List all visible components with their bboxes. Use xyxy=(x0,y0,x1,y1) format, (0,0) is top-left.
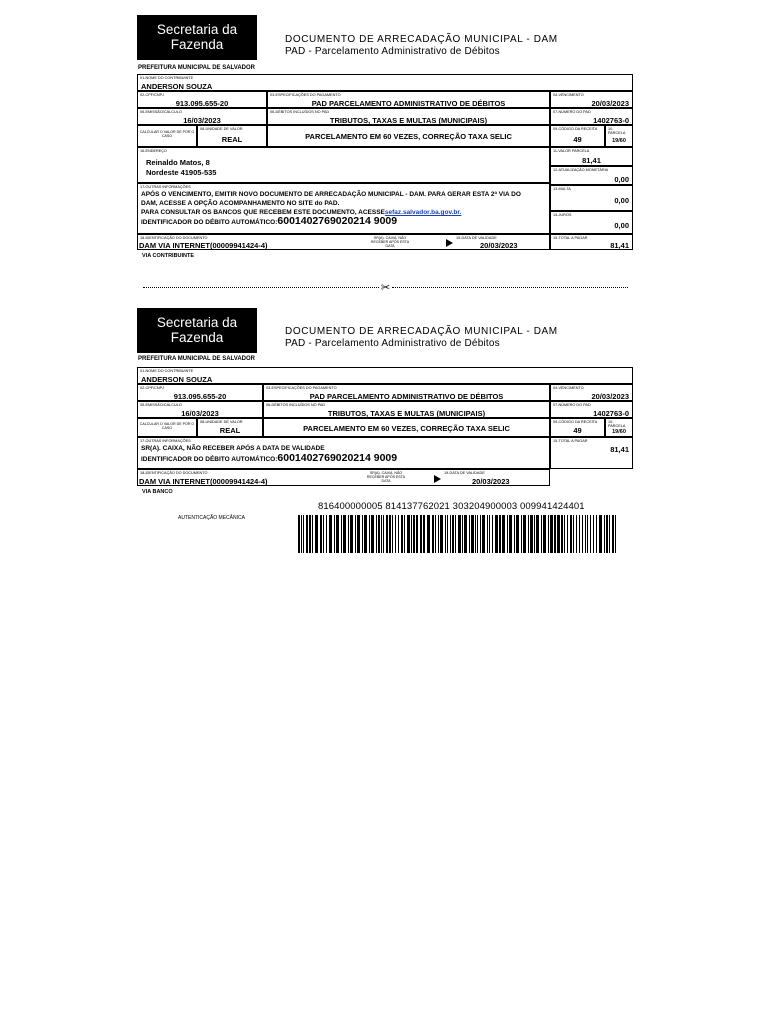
field-parcela: 10-PARCELA 19/60 xyxy=(605,125,633,147)
form-banco xyxy=(137,367,633,486)
barcode-bar xyxy=(341,515,342,553)
barcode-bar xyxy=(309,515,311,553)
field-atualizacao: 12-ATUALIZAÇÃO MONETÁRIA 0,00 xyxy=(550,166,633,185)
barcode-bar xyxy=(521,515,522,553)
identificacao-value: DAM VIA INTERNET(00009941424-4) xyxy=(139,241,268,250)
field-unidade: 08-UNIDADE DE VALOR REAL xyxy=(197,125,267,147)
field-valor-parcela: 11-VALOR PARCELA 81,41 xyxy=(550,147,633,166)
barcode-bar xyxy=(458,515,461,553)
barcode-bar xyxy=(561,515,563,553)
sefaz-link[interactable]: sefaz.salvador.ba.gov.br. xyxy=(384,209,462,216)
sr-caixa-note: SR(A). CAIXA, NÃO RECEBER APÓS ESTA DATA xyxy=(370,236,410,248)
validade-value: 20/03/2023 xyxy=(480,241,518,250)
barcode-bar xyxy=(398,515,399,553)
field-vencimento-banco: 04-VENCIMENTO 20/03/2023 xyxy=(550,384,633,401)
document-title-banco: DOCUMENTO DE ARRECADAÇÃO MUNICIPAL - DAM xyxy=(285,326,558,337)
field-vencimento: 04-VENCIMENTO 20/03/2023 xyxy=(550,91,633,108)
multa-value: 0,00 xyxy=(614,196,629,205)
barcode-bar xyxy=(576,515,577,553)
parcela-value: 19/60 xyxy=(612,138,626,144)
barcode-bar xyxy=(315,515,318,553)
barcode-bar xyxy=(435,515,436,553)
barcode-bar xyxy=(482,515,485,553)
barcode-bar xyxy=(567,515,568,553)
form-contribuinte xyxy=(137,74,633,250)
autenticacao-mecanica: AUTENTICAÇÃO MECÂNICA xyxy=(178,515,245,521)
barcode-bar xyxy=(364,515,367,553)
field-identificacao-banco: 18-IDENTIFICAÇÃO DO DOCUMENTO DAM VIA INTERNET(00009941424-4) SR(A). CAIXA, NÃO RECEBER APÓS ESTA DATA 19-DATA DE VALIDADE 20/03/2023 xyxy=(137,469,550,486)
barcode-bar xyxy=(507,515,508,553)
barcode-bar xyxy=(312,515,313,553)
field-especificacoes-banco: 03-ESPECIFICAÇÕES DO PAGAMENTO PAD PARCELAMENTO ADMINISTRATIVO DE DÉBITOS xyxy=(263,384,550,401)
field-nome: 01-NOME DO CONTRIBUINTE ANDERSON SOUZA xyxy=(137,74,633,91)
barcode-bar xyxy=(381,515,382,553)
via-banco-label: VIA BANCO xyxy=(142,489,173,495)
nome-value: ANDERSON SOUZA xyxy=(141,82,213,91)
barcode-bar xyxy=(469,515,470,553)
field-emissao-banco: 05-EMISSÃO/CÁLCULO 16/03/2023 xyxy=(137,401,263,418)
barcode-bar xyxy=(570,515,572,553)
barcode-bar xyxy=(455,515,456,553)
barcode-bar xyxy=(492,515,493,553)
field-identificacao: 18-IDENTIFICAÇÃO DO DOCUMENTO DAM VIA INTERNET(00009941424-4) SR(A). CAIXA, NÃO RECEBER APÓS ESTA DATA 19-DATA DE VALIDADE 20/03/2023 xyxy=(137,234,550,250)
cpf-value: 913.095.655-20 xyxy=(175,99,229,108)
document-title: DOCUMENTO DE ARRECADAÇÃO MUNICIPAL - DAM xyxy=(285,34,558,45)
barcode-digits: 816400000005 814137762021 303204900003 009941424401 xyxy=(318,501,585,512)
barcode xyxy=(298,515,616,553)
barcode-bar xyxy=(336,515,339,553)
barcode-bar xyxy=(369,515,370,553)
document-subtitle-banco: PAD - Parcelamento Administrativo de Débitos xyxy=(285,338,500,349)
barcode-bar xyxy=(350,515,353,553)
barcode-bar xyxy=(323,515,324,553)
barcode-bar xyxy=(554,515,556,553)
barcode-bar xyxy=(550,515,553,553)
field-parcelamento xyxy=(267,125,550,147)
barcode-bar xyxy=(615,515,616,553)
field-parcela-banco: 10-PARCELA 19/60 xyxy=(605,418,633,437)
barcode-bar xyxy=(599,515,602,553)
sefaz-logo xyxy=(137,15,257,60)
codigo-receita-value: 49 xyxy=(573,135,582,144)
barcode-bar xyxy=(499,515,501,553)
barcode-bar xyxy=(450,515,451,553)
barcode-bar xyxy=(445,515,446,553)
vencimento-value: 20/03/2023 xyxy=(591,99,629,108)
field-debitos: 06-DÉBITOS INCLUÍDOS NO PAD TRIBUTOS, TAXAS E MULTAS (MUNICIPAIS) xyxy=(267,108,550,125)
barcode-bar xyxy=(383,515,384,553)
especificacoes-value: PAD PARCELAMENTO ADMINISTRATIVO DE DÉBITOS xyxy=(311,99,506,108)
barcode-bar xyxy=(413,515,415,553)
barcode-bar xyxy=(464,515,467,553)
barcode-bar xyxy=(489,515,490,553)
barcode-bar xyxy=(612,515,614,553)
numero-pad-value: 1402763-0 xyxy=(593,116,629,125)
barcode-bar xyxy=(495,515,498,553)
logo-line-2: Fazenda xyxy=(170,36,224,52)
org-name: PREFEITURA MUNICIPAL DE SALVADOR xyxy=(138,65,256,71)
barcode-bar xyxy=(480,515,481,553)
barcode-bar xyxy=(326,515,327,553)
barcode-bar xyxy=(477,515,478,553)
field-outras-informacoes: 17-OUTRAS INFORMAÇÕES APÓS O VENCIMENTO, EMITIR NOVO DOCUMENTO DE ARRECADAÇÃO MUNICIPAL - DAM. PARA GERAR ESTA 2ª VIA DO DAM, ACESSE A OPÇÃO ACOMPANHAMENTO NO SITE do PAD. PARA CONSULTAR OS BANCOS QUE RECEBEM ESTE DOCUMENTO, ACESSEsefaz.salvador.ba.gov.br. IDENTIFICADOR DO DÉBITO AUTOMÁTICO:6001402769020214 9009 xyxy=(137,183,550,234)
field-outras-informacoes-banco: 17-OUTRAS INFORMAÇÕES SR(A). CAIXA, NÃO RECEBER APÓS A DATA DE VALIDADE IDENTIFICADOR DO DÉBITO AUTOMÁTICO:6001402769020214 9009 xyxy=(137,437,550,469)
field-multa: 13-MULTA 0,00 xyxy=(550,185,633,211)
info-line-3: PARA CONSULTAR OS BANCOS QUE RECEBEM ESTE DOCUMENTO, ACESSEsefaz.salvador.ba.gov.br. xyxy=(141,209,462,216)
barcode-bar xyxy=(509,515,512,553)
field-codigo-receita: 09-CÓDIGO DA RECEITA 49 xyxy=(550,125,605,147)
info-line-1: APÓS O VENCIMENTO, EMITIR NOVO DOCUMENTO DE ARRECADAÇÃO MUNICIPAL - DAM. PARA GERAR ESTA 2ª VIA DO xyxy=(141,191,521,198)
barcode-bar xyxy=(585,515,586,553)
barcode-bar xyxy=(596,515,597,553)
barcode-bar xyxy=(587,515,588,553)
field-juros: 14-JUROS 0,00 xyxy=(550,211,633,234)
identificador-debito: IDENTIFICADOR DO DÉBITO AUTOMÁTICO:6001402769020214 9009 xyxy=(141,215,398,227)
field-numero-pad: 07-NÚMERO DO PAD 1402763-0 xyxy=(550,108,633,125)
barcode-bar xyxy=(320,515,322,553)
logo-line-1: Secretaria da xyxy=(156,22,238,38)
barcode-bar xyxy=(606,515,608,553)
field-debitos-banco: 06-DÉBITOS INCLUÍDOS NO PAD TRIBUTOS, TAXAS E MULTAS (MUNICIPAIS) xyxy=(263,401,550,418)
via-contribuinte-label: VIA CONTRIBUINTE xyxy=(142,253,195,259)
cut-line xyxy=(143,281,628,294)
barcode-bar xyxy=(357,515,360,553)
barcode-bar xyxy=(593,515,594,553)
barcode-bar xyxy=(395,515,396,553)
barcode-bar xyxy=(557,515,560,553)
barcode-bar xyxy=(355,515,356,553)
barcode-bar xyxy=(423,515,425,553)
barcode-bar xyxy=(401,515,403,553)
scissors-icon: ✂ xyxy=(380,281,391,294)
barcode-bar xyxy=(609,515,610,553)
field-codigo-receita-banco: 09-CÓDIGO DA RECEITA 49 xyxy=(550,418,605,437)
barcode-bar xyxy=(564,515,565,553)
field-unidade-banco: 08-UNIDADE DE VALOR REAL xyxy=(197,418,263,437)
org-name-banco: PREFEITURA MUNICIPAL DE SALVADOR xyxy=(138,356,256,362)
atualizacao-value: 0,00 xyxy=(614,175,629,184)
valor-parcela-value: 81,41 xyxy=(582,156,601,165)
barcode-bar xyxy=(452,515,454,553)
barcode-bar xyxy=(404,515,405,553)
sefaz-logo-banco: Secretaria da Fazenda xyxy=(137,308,257,353)
debitos-value: TRIBUTOS, TAXAS E MULTAS (MUNICIPAIS) xyxy=(329,116,488,125)
barcode-bar xyxy=(306,515,308,553)
barcode-bar xyxy=(438,515,439,553)
barcode-bar xyxy=(534,515,535,553)
barcode-bar xyxy=(440,515,443,553)
barcode-bar xyxy=(447,515,448,553)
barcode-bar xyxy=(348,515,349,553)
barcode-bar xyxy=(303,515,304,553)
barcode-bar xyxy=(502,515,505,553)
barcode-bar xyxy=(389,515,391,553)
barcode-bar xyxy=(548,515,549,553)
barcode-bar xyxy=(432,515,434,553)
barcode-bar xyxy=(298,515,300,553)
emissao-value: 16/03/2023 xyxy=(183,116,221,125)
barcode-bar xyxy=(407,515,410,553)
field-calcular-banco: CALCULAR O VALOR DE POR O CASO xyxy=(137,418,197,437)
field-cpf: 02-CPF/CNPJ 913.095.655-20 xyxy=(137,91,267,108)
barcode-bar xyxy=(528,515,529,553)
field-numero-pad-banco: 07-NÚMERO DO PAD 1402763-0 xyxy=(550,401,633,418)
barcode-bar xyxy=(386,515,388,553)
barcode-bar xyxy=(411,515,412,553)
barcode-bar xyxy=(573,515,574,553)
barcode-bar xyxy=(343,515,346,553)
field-parcelamento-banco: PARCELAMENTO EM 60 VEZES, CORREÇÃO TAXA SELIC xyxy=(263,418,550,437)
field-calcular: CALCULAR O VALOR DE POR O CASO xyxy=(137,125,197,147)
barcode-bar xyxy=(514,515,515,553)
barcode-bar xyxy=(582,515,583,553)
barcode-bar xyxy=(334,515,335,553)
total-value: 81,41 xyxy=(610,241,629,250)
barcode-bar xyxy=(487,515,488,553)
barcode-bar xyxy=(362,515,363,553)
barcode-bar xyxy=(416,515,418,553)
barcode-bar xyxy=(530,515,533,553)
barcode-bar xyxy=(329,515,332,553)
barcode-bar xyxy=(523,515,526,553)
field-total-banco: 15-TOTAL A PAGAR 81,41 xyxy=(550,437,633,469)
endereco-line-2: Nordeste 41905-535 xyxy=(146,168,217,177)
barcode-bar xyxy=(376,515,377,553)
barcode-bar xyxy=(462,515,463,553)
barcode-bar xyxy=(371,515,374,553)
field-cpf-banco: 02-CPF/CNPJ 913.095.655-20 xyxy=(137,384,263,401)
parcelamento-value: PARCELAMENTO EM 60 VEZES, CORREÇÃO TAXA SELIC xyxy=(305,132,512,141)
juros-value: 0,00 xyxy=(614,221,629,230)
barcode-bar xyxy=(516,515,519,553)
field-emissao: 05-EMISSÃO/CÁLCULO 16/03/2023 xyxy=(137,108,267,125)
barcode-bar xyxy=(427,515,430,553)
barcode-bar xyxy=(420,515,422,553)
unidade-value: REAL xyxy=(221,135,243,144)
barcode-bar xyxy=(590,515,591,553)
barcode-bar xyxy=(579,515,580,553)
barcode-bar xyxy=(604,515,605,553)
barcode-bar xyxy=(475,515,476,553)
field-nome-banco: 01-NOME DO CONTRIBUINTE ANDERSON SOUZA xyxy=(137,367,633,384)
barcode-bar xyxy=(301,515,302,553)
barcode-bar xyxy=(536,515,539,553)
endereco-line-1: Reinaldo Matos, 8 xyxy=(146,158,210,167)
field-especificacoes: 03-ESPECIFICAÇÕES DO PAGAMENTO PAD PARCELAMENTO ADMINISTRATIVO DE DÉBITOS xyxy=(267,91,550,108)
field-total: 15-TOTAL A PAGAR 81,41 xyxy=(550,234,633,250)
barcode-bar xyxy=(471,515,474,553)
barcode-bar xyxy=(392,515,393,553)
arrow-right-icon xyxy=(434,475,441,483)
info-line-2: DAM, ACESSE A OPÇÃO ACOMPANHAMENTO NO SITE do PAD. xyxy=(141,200,340,207)
field-endereco: 16-ENDEREÇO Reinaldo Matos, 8 Nordeste 41905-535 xyxy=(137,147,550,183)
arrow-right-icon xyxy=(446,239,453,247)
identificador-debito-value: 6001402769020214 9009 xyxy=(277,215,398,227)
document-subtitle: PAD - Parcelamento Administrativo de Débitos xyxy=(285,46,500,57)
barcode-bar xyxy=(378,515,380,553)
barcode-bar xyxy=(541,515,542,553)
barcode-bar xyxy=(543,515,546,553)
